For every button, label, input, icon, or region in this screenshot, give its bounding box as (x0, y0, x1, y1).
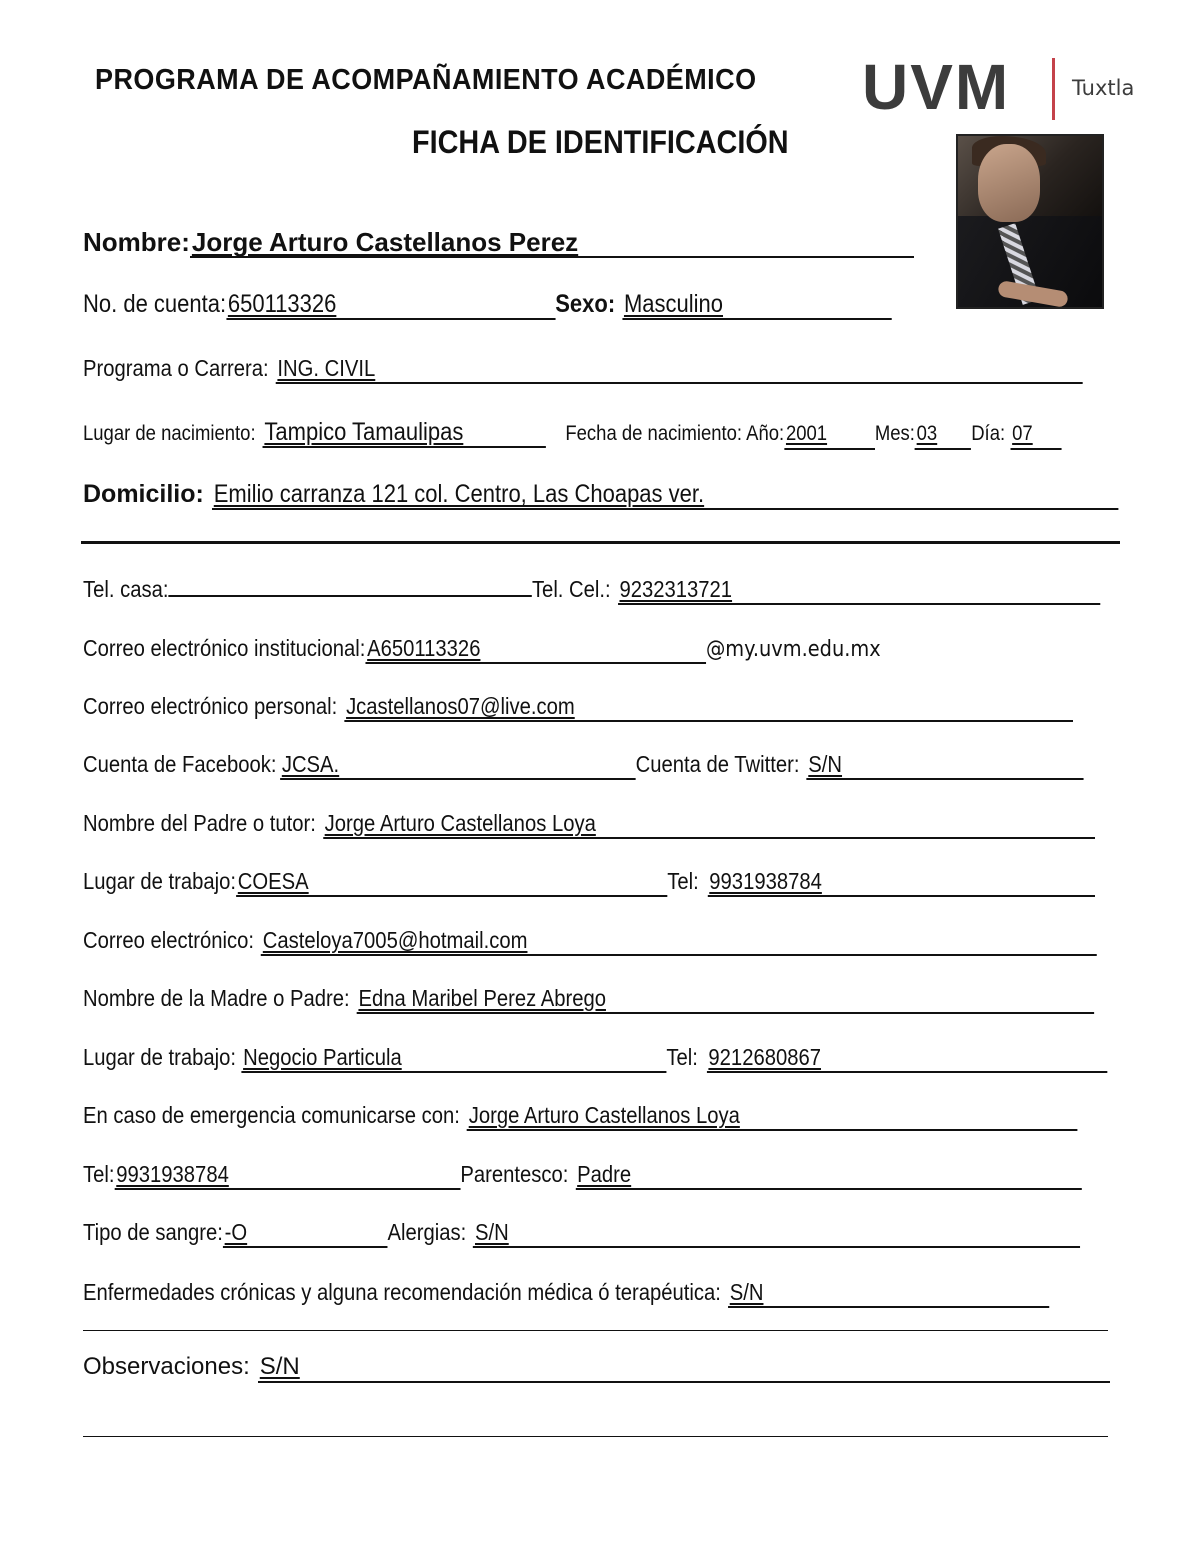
tel-emergencia-value: 9931938784 (115, 1160, 461, 1190)
facebook-value: JCSA. (280, 750, 636, 780)
correo-padre-value: Casteloya7005@hotmail.com (261, 926, 1097, 956)
trabajo-madre-label: Lugar de trabajo: (83, 1044, 237, 1070)
row-nacimiento (83, 418, 1061, 450)
trabajo-padre-value: COESA (236, 867, 667, 897)
lugar-nacimiento-label: Lugar de nacimiento: (83, 422, 256, 445)
sangre-label: Tipo de sangre: (83, 1219, 223, 1245)
row-nombre (83, 228, 914, 258)
domicilio-label: Domicilio: (83, 480, 204, 508)
correo-institucional-label: Correo electrónico institucional: (83, 635, 366, 661)
row-trabajo-padre (83, 867, 1095, 897)
uvm-logo (862, 51, 1142, 126)
cuenta-label: No. de cuenta: (83, 290, 227, 318)
row-parentesco (83, 1160, 1081, 1190)
row-trabajo-madre (83, 1043, 1107, 1073)
facebook-label: Cuenta de Facebook: (83, 751, 277, 777)
row-redes (83, 750, 1084, 780)
correo-personal-label: Correo electrónico personal: (83, 693, 338, 719)
dia-value: 07 (1010, 420, 1061, 450)
correo-institucional-value: A650113326 (365, 634, 706, 664)
padre-label: Nombre del Padre o tutor: (83, 810, 316, 836)
twitter-value: S/N (807, 750, 1084, 780)
tel-casa-value (168, 595, 531, 597)
fecha-nacimiento-label: Fecha de nacimiento: Año: (565, 422, 785, 445)
row-domicilio (83, 480, 1200, 510)
row-carrera (83, 354, 1083, 384)
nombre-value: Jorge Arturo Castellanos Perez (190, 228, 914, 258)
row-telefonos (83, 575, 1100, 605)
tel-emergencia-label: Tel: (83, 1161, 115, 1187)
tel-madre-label: Tel: (666, 1044, 698, 1070)
domicilio-value: Emilio carranza 121 col. Centro, Las Choapas ver. (212, 480, 1118, 510)
parentesco-label: Parentesco: (460, 1161, 569, 1187)
row-correo-padre (83, 926, 1097, 956)
row-madre (83, 984, 1094, 1014)
madre-label: Nombre de la Madre o Padre: (83, 985, 350, 1011)
enfermedades-value: S/N (728, 1278, 1049, 1308)
sexo-label: Sexo: (555, 290, 616, 318)
tel-madre-value: 9212680867 (707, 1043, 1107, 1073)
correo-padre-label: Correo electrónico: (83, 927, 254, 953)
enfermedades-label: Enfermedades crónicas y alguna recomendación médica ó terapéutica: (83, 1279, 721, 1305)
emergencia-value: Jorge Arturo Castellanos Loya (467, 1101, 1078, 1131)
nombre-label: Nombre: (83, 227, 190, 257)
sexo-value: Masculino (622, 290, 891, 320)
twitter-label: Cuenta de Twitter: (635, 751, 800, 777)
row-emergencia (83, 1101, 1078, 1131)
mes-value: 03 (915, 420, 971, 450)
emergencia-label: En caso de emergencia comunicarse con: (83, 1102, 460, 1128)
padre-value: Jorge Arturo Castellanos Loya (323, 809, 1095, 839)
tel-cel-value: 9232313721 (618, 575, 1100, 605)
logo-campus: Tuxtla (1072, 76, 1135, 100)
tel-padre-value: 9931938784 (708, 867, 1095, 897)
tel-casa-label: Tel. casa: (83, 576, 169, 602)
trabajo-madre-value: Negocio Particula (241, 1043, 666, 1073)
mes-label: Mes: (874, 422, 915, 445)
form-title: FICHA DE IDENTIFICACIÓN (412, 124, 789, 160)
sangre-value: -O (223, 1218, 388, 1248)
tel-cel-label: Tel. Cel.: (531, 576, 611, 602)
anio-value: 2001 (784, 420, 875, 450)
correo-institucional-domain: @my.uvm.edu.mx (705, 637, 881, 662)
row-sangre-alergias (83, 1218, 1080, 1248)
alergias-value: S/N (473, 1218, 1080, 1248)
tel-padre-label: Tel: (667, 868, 699, 894)
trabajo-padre-label: Lugar de trabajo: (83, 868, 237, 894)
lugar-nacimiento-value: Tampico Tamaulipas (263, 418, 546, 448)
carrera-label: Programa o Carrera: (83, 355, 269, 381)
row-enfermedades (83, 1278, 1049, 1308)
madre-value: Edna Maribel Perez Abrego (357, 984, 1094, 1014)
parentesco-value: Padre (575, 1160, 1081, 1190)
logo-text: UVM (862, 51, 1011, 123)
student-photo (956, 134, 1104, 309)
observaciones-value: S/N (258, 1353, 1110, 1383)
program-title: PROGRAMA DE ACOMPAÑAMIENTO ACADÉMICO (95, 64, 757, 96)
observaciones-extra-line (83, 1436, 1108, 1437)
carrera-value: ING. CIVIL (276, 354, 1083, 384)
alergias-label: Alergias: (387, 1219, 467, 1245)
row-correo-personal (83, 692, 1073, 722)
row-correo-institucional (83, 634, 881, 664)
dia-label: Día: (971, 422, 1006, 445)
domicilio-extra-line (81, 541, 1120, 544)
correo-personal-value: Jcastellanos07@live.com (344, 692, 1073, 722)
enfermedades-extra-line (83, 1330, 1108, 1331)
logo-divider (1052, 58, 1055, 120)
row-observaciones (83, 1353, 1110, 1383)
observaciones-label: Observaciones: (83, 1353, 250, 1380)
cuenta-value: 650113326 (226, 290, 555, 320)
row-cuenta-sexo (83, 290, 891, 320)
row-padre (83, 809, 1095, 839)
